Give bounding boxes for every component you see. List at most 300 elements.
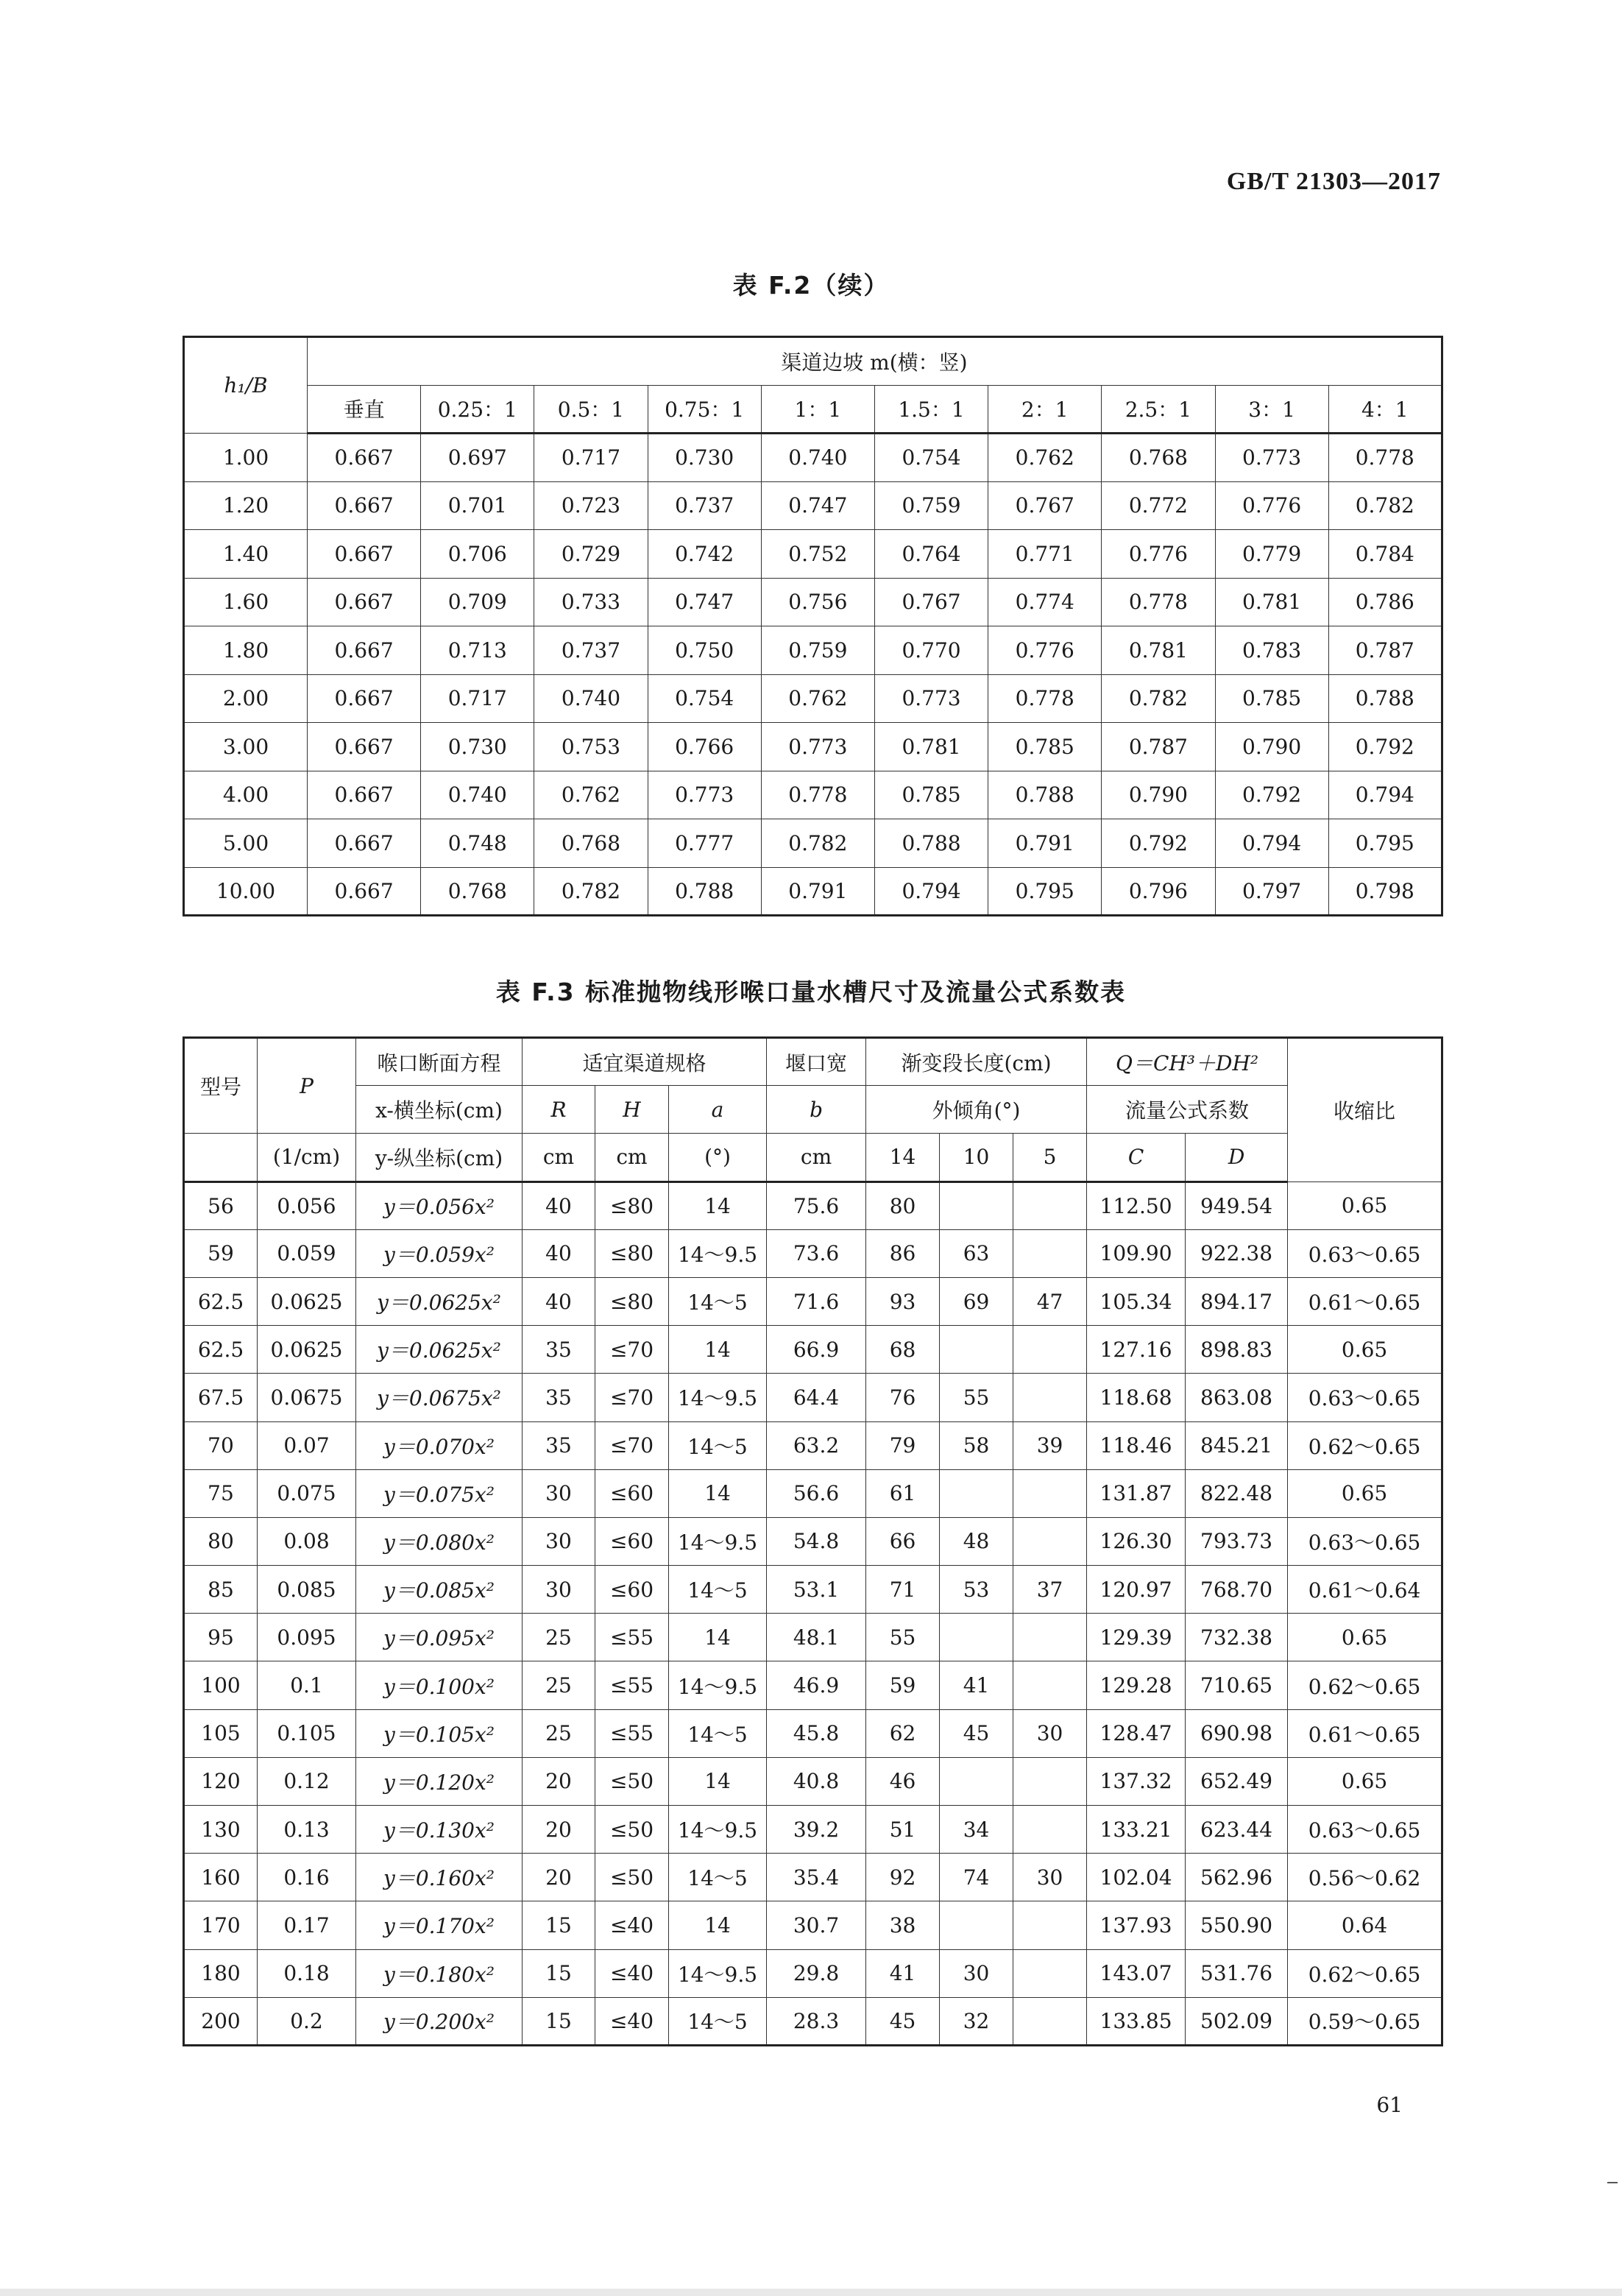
table-cell: 0.65	[1288, 1757, 1442, 1805]
table-cell: 69	[940, 1277, 1013, 1325]
table-row	[184, 1806, 1442, 1854]
c-header: C	[1087, 1134, 1186, 1181]
slope-group-header: 渠道边坡 m(横：竖)	[308, 337, 1442, 386]
table-row	[184, 1421, 1442, 1469]
table-cell: 14～5	[669, 1854, 767, 1901]
table-cell: 0.774	[988, 578, 1102, 626]
table-cell: 66	[866, 1517, 940, 1565]
table-cell: 133.85	[1087, 1997, 1186, 2045]
table-cell: 0.2	[258, 1997, 356, 2045]
table-cell: 54.8	[767, 1517, 866, 1565]
table-cell: 0.085	[258, 1566, 356, 1614]
table-cell: 0.750	[648, 626, 761, 675]
table-cell: 0.709	[421, 578, 534, 626]
model-cell: 80	[184, 1517, 258, 1565]
table-cell: y＝0.100x²	[356, 1661, 523, 1709]
transition-length-header: 渐变段长度(cm)	[866, 1038, 1087, 1086]
table-cell: 0.790	[1215, 723, 1328, 771]
table-cell: 0.759	[761, 626, 874, 675]
table-cell: 0.08	[258, 1517, 356, 1565]
row-label-cell: 2.00	[184, 674, 308, 723]
table-cell: 0.697	[421, 434, 534, 482]
table-cell: 20	[523, 1806, 595, 1854]
table-cell: 0.762	[988, 434, 1102, 482]
table-cell: 0.754	[874, 434, 988, 482]
model-cell: 70	[184, 1421, 258, 1469]
angle-5-header: 5	[1013, 1134, 1087, 1181]
table-cell: ≤70	[595, 1374, 669, 1421]
table-cell	[1013, 1181, 1087, 1229]
table-cell: 126.30	[1087, 1517, 1186, 1565]
p-header: P	[258, 1038, 356, 1134]
table-cell: 0.762	[534, 771, 648, 819]
slope-column-header: 垂直	[308, 385, 421, 434]
table-cell: ≤55	[595, 1661, 669, 1709]
table-cell: 66.9	[767, 1326, 866, 1374]
slope-column-header: 0.25：1	[421, 385, 534, 434]
table-cell: y＝0.105x²	[356, 1709, 523, 1757]
row-label-cell: 1.60	[184, 578, 308, 626]
table-cell: ≤55	[595, 1614, 669, 1661]
table-cell: 0.747	[761, 481, 874, 530]
table-cell: 0.059	[258, 1229, 356, 1277]
table-cell: 0.667	[308, 819, 421, 868]
table-cell: 46.9	[767, 1661, 866, 1709]
table-cell: y＝0.095x²	[356, 1614, 523, 1661]
table-cell	[1013, 1614, 1087, 1661]
table-cell: 0.713	[421, 626, 534, 675]
angle-10-header: 10	[940, 1134, 1013, 1181]
table-f3	[183, 1036, 1443, 2046]
table-cell: 0.776	[1102, 530, 1215, 579]
table-cell: 0.778	[1328, 434, 1442, 482]
table-row	[184, 1901, 1442, 1949]
table-cell: 20	[523, 1757, 595, 1805]
table-cell: 0.740	[534, 674, 648, 723]
slope-column-header: 0.5：1	[534, 385, 648, 434]
table-cell: ≤60	[595, 1566, 669, 1614]
table-cell	[1013, 1374, 1087, 1421]
model-cell: 67.5	[184, 1374, 258, 1421]
equation-y-header: y-纵坐标(cm)	[356, 1134, 523, 1181]
table-cell: 133.21	[1087, 1806, 1186, 1854]
table-cell: 40	[523, 1181, 595, 1229]
table-cell: 118.46	[1087, 1421, 1186, 1469]
table-cell: 768.70	[1186, 1566, 1288, 1614]
table-cell: 41	[940, 1661, 1013, 1709]
slope-column-header: 1：1	[761, 385, 874, 434]
table-cell: ≤40	[595, 1901, 669, 1949]
table-cell: 922.38	[1186, 1229, 1288, 1277]
table-cell: 0.778	[1102, 578, 1215, 626]
table-cell: 0.17	[258, 1901, 356, 1949]
table-cell: 46	[866, 1757, 940, 1805]
table-cell: 710.65	[1186, 1661, 1288, 1709]
table-row	[184, 1181, 1442, 1229]
table-row	[184, 771, 1442, 819]
table-cell: 25	[523, 1709, 595, 1757]
table-cell: 35.4	[767, 1854, 866, 1901]
table-cell: 0.787	[1328, 626, 1442, 675]
table-cell: ≤40	[595, 1997, 669, 2045]
slope-column-header: 1.5：1	[874, 385, 988, 434]
table-cell: y＝0.070x²	[356, 1421, 523, 1469]
table-row	[184, 578, 1442, 626]
table-cell: 0.792	[1102, 819, 1215, 868]
table-cell: 0.740	[421, 771, 534, 819]
table-cell: 0.781	[874, 723, 988, 771]
table-cell: 0.776	[1215, 481, 1328, 530]
table-cell: 0.64	[1288, 1901, 1442, 1949]
table-cell: ≤50	[595, 1757, 669, 1805]
table-cell: 29.8	[767, 1949, 866, 1997]
table-cell: y＝0.080x²	[356, 1517, 523, 1565]
table-cell: 863.08	[1186, 1374, 1288, 1421]
table-cell: y＝0.170x²	[356, 1901, 523, 1949]
table-cell: 30	[523, 1566, 595, 1614]
table-cell: 80	[866, 1181, 940, 1229]
table-cell: y＝0.085x²	[356, 1566, 523, 1614]
table-cell: 63	[940, 1229, 1013, 1277]
table-cell: 14～5	[669, 1997, 767, 2045]
table-cell: 48.1	[767, 1614, 866, 1661]
table-cell: 0.773	[648, 771, 761, 819]
table-cell: 55	[940, 1374, 1013, 1421]
table-cell: 30	[1013, 1709, 1087, 1757]
table-cell: ≤40	[595, 1949, 669, 1997]
table-cell: 0.770	[874, 626, 988, 675]
table-cell: 894.17	[1186, 1277, 1288, 1325]
table-cell: 137.32	[1087, 1757, 1186, 1805]
table-row	[184, 867, 1442, 916]
table-row	[184, 674, 1442, 723]
table-row	[184, 1229, 1442, 1277]
table-cell: 37	[1013, 1566, 1087, 1614]
table-cell: 0.788	[648, 867, 761, 916]
table-cell: 0.771	[988, 530, 1102, 579]
table-cell	[1013, 1661, 1087, 1709]
table-cell: 53	[940, 1566, 1013, 1614]
table-cell: 73.6	[767, 1229, 866, 1277]
edge-mark	[1607, 2182, 1618, 2183]
model-cell: 120	[184, 1757, 258, 1805]
table-cell: 0.095	[258, 1614, 356, 1661]
table-cell: 30	[523, 1517, 595, 1565]
table-cell: y＝0.056x²	[356, 1181, 523, 1229]
table-cell: 623.44	[1186, 1806, 1288, 1854]
table-cell: 14	[669, 1469, 767, 1517]
table-row	[184, 1277, 1442, 1325]
table-cell: 128.47	[1087, 1709, 1186, 1757]
table-cell: 0.62～0.65	[1288, 1421, 1442, 1469]
table-cell: 0.788	[988, 771, 1102, 819]
table-cell: 0.787	[1102, 723, 1215, 771]
table-cell: 793.73	[1186, 1517, 1288, 1565]
table-row	[184, 530, 1442, 579]
table-cell: 0.65	[1288, 1469, 1442, 1517]
table-cell: 0.740	[761, 434, 874, 482]
table-cell: y＝0.059x²	[356, 1229, 523, 1277]
table-cell: ≤60	[595, 1469, 669, 1517]
table-cell: 0.717	[534, 434, 648, 482]
table-cell	[940, 1326, 1013, 1374]
table-row	[184, 1566, 1442, 1614]
table-cell: ≤50	[595, 1854, 669, 1901]
table-cell: 0.667	[308, 434, 421, 482]
table-cell: 0.773	[761, 723, 874, 771]
model-cell: 200	[184, 1997, 258, 2045]
table-cell: 0.790	[1102, 771, 1215, 819]
table-cell: 131.87	[1087, 1469, 1186, 1517]
table-cell: 41	[866, 1949, 940, 1997]
table-cell: 0.61～0.64	[1288, 1566, 1442, 1614]
table-cell: 898.83	[1186, 1326, 1288, 1374]
table-cell: 0.12	[258, 1757, 356, 1805]
row-label-cell: 1.20	[184, 481, 308, 530]
table-cell: 652.49	[1186, 1757, 1288, 1805]
table-cell: 0.792	[1328, 723, 1442, 771]
angle-14-header: 14	[866, 1134, 940, 1181]
table-row	[184, 723, 1442, 771]
table-cell: 25	[523, 1614, 595, 1661]
table-cell: 30.7	[767, 1901, 866, 1949]
table-cell: 40	[523, 1229, 595, 1277]
table-cell: 0.794	[1328, 771, 1442, 819]
table-cell: 0.779	[1215, 530, 1328, 579]
table-cell: 62	[866, 1709, 940, 1757]
table-cell	[1013, 1757, 1087, 1805]
table-row	[184, 1949, 1442, 1997]
table-cell: 845.21	[1186, 1421, 1288, 1469]
table-cell: 137.93	[1087, 1901, 1186, 1949]
row-header-h1-b: h₁/B	[184, 337, 308, 434]
table-cell: y＝0.120x²	[356, 1757, 523, 1805]
table-cell: 0.767	[988, 481, 1102, 530]
table-cell: 732.38	[1186, 1614, 1288, 1661]
table-row	[184, 481, 1442, 530]
table-cell: ≤60	[595, 1517, 669, 1565]
table-cell: 14～9.5	[669, 1949, 767, 1997]
table-cell: 45	[866, 1997, 940, 2045]
table-row	[184, 626, 1442, 675]
table-cell: 32	[940, 1997, 1013, 2045]
table-row	[184, 1757, 1442, 1805]
model-cell: 160	[184, 1854, 258, 1901]
table-cell: 30	[523, 1469, 595, 1517]
table-cell: 102.04	[1087, 1854, 1186, 1901]
table-cell: 0.62～0.65	[1288, 1949, 1442, 1997]
table-cell: 0.701	[421, 481, 534, 530]
table-cell: 0.759	[874, 481, 988, 530]
table-cell: 0.667	[308, 771, 421, 819]
d-header: D	[1186, 1134, 1288, 1181]
table-cell: y＝0.0625x²	[356, 1326, 523, 1374]
model-cell: 59	[184, 1229, 258, 1277]
table-cell: 0.794	[874, 867, 988, 916]
model-cell: 170	[184, 1901, 258, 1949]
table-cell: 690.98	[1186, 1709, 1288, 1757]
table-cell: 0.752	[761, 530, 874, 579]
table-cell: 0.768	[421, 867, 534, 916]
table-cell: 0.667	[308, 530, 421, 579]
table-cell: 0.796	[1102, 867, 1215, 916]
table-cell: 25	[523, 1661, 595, 1709]
table-cell: 0.747	[648, 578, 761, 626]
p-unit-header: (1/cm)	[258, 1134, 356, 1181]
table-cell: 0.795	[988, 867, 1102, 916]
table-cell: 0.65	[1288, 1326, 1442, 1374]
model-header: 型号	[184, 1038, 258, 1134]
table-cell: 14～5	[669, 1277, 767, 1325]
table-cell: 14	[669, 1614, 767, 1661]
contraction-ratio-header: 收缩比	[1288, 1038, 1442, 1182]
table-cell: y＝0.200x²	[356, 1997, 523, 2045]
table-cell: 28.3	[767, 1997, 866, 2045]
table-cell: 75.6	[767, 1181, 866, 1229]
table-cell: 14	[669, 1181, 767, 1229]
table-cell: 68	[866, 1326, 940, 1374]
table-cell: 39.2	[767, 1806, 866, 1854]
table-cell: 0.782	[534, 867, 648, 916]
table-cell: 0.778	[761, 771, 874, 819]
model-cell: 62.5	[184, 1326, 258, 1374]
table-cell: 0.782	[761, 819, 874, 868]
table-cell: 55	[866, 1614, 940, 1661]
table-cell: 56.6	[767, 1469, 866, 1517]
table-cell: y＝0.0625x²	[356, 1277, 523, 1325]
table-cell: 120.97	[1087, 1566, 1186, 1614]
table-cell: ≤80	[595, 1229, 669, 1277]
table-cell: ≤70	[595, 1421, 669, 1469]
table-cell: 74	[940, 1854, 1013, 1901]
table-cell: 0.797	[1215, 867, 1328, 916]
table-cell: 0.795	[1328, 819, 1442, 868]
table-cell: 0.737	[648, 481, 761, 530]
table-cell: 0.61～0.65	[1288, 1709, 1442, 1757]
r-header: R	[523, 1086, 595, 1134]
table-cell: 0.63～0.65	[1288, 1229, 1442, 1277]
a-header: a	[669, 1086, 767, 1134]
table-cell: 0.778	[988, 674, 1102, 723]
table-cell: 0.756	[761, 578, 874, 626]
table-row	[184, 1326, 1442, 1374]
table-cell	[1013, 1806, 1087, 1854]
table-cell: 48	[940, 1517, 1013, 1565]
table-cell: 47	[1013, 1277, 1087, 1325]
table-row	[184, 1517, 1442, 1565]
table-cell: 0.776	[988, 626, 1102, 675]
table-cell: 76	[866, 1374, 940, 1421]
table-cell: 0.781	[1215, 578, 1328, 626]
table-cell: 0.742	[648, 530, 761, 579]
model-cell: 56	[184, 1181, 258, 1229]
table-cell: 0.667	[308, 723, 421, 771]
table-cell	[940, 1469, 1013, 1517]
table-cell: 0.56～0.62	[1288, 1854, 1442, 1901]
table-cell: 51	[866, 1806, 940, 1854]
table-f2	[183, 336, 1443, 916]
table-cell: 949.54	[1186, 1181, 1288, 1229]
table-row	[184, 1469, 1442, 1517]
scan-edge-strip	[0, 2289, 1622, 2296]
model-cell: 100	[184, 1661, 258, 1709]
table-cell: 15	[523, 1949, 595, 1997]
table-cell: 45.8	[767, 1709, 866, 1757]
table-cell: 0.772	[1102, 481, 1215, 530]
table-cell: 127.16	[1087, 1326, 1186, 1374]
slope-column-header: 2.5：1	[1102, 385, 1215, 434]
table-cell: 0.786	[1328, 578, 1442, 626]
table-cell: 0.13	[258, 1806, 356, 1854]
h-unit-header: cm	[595, 1134, 669, 1181]
table-cell: y＝0.130x²	[356, 1806, 523, 1854]
table-cell: 0.16	[258, 1854, 356, 1901]
table-cell: 0.791	[761, 867, 874, 916]
table-cell: 14～5	[669, 1421, 767, 1469]
model-cell: 85	[184, 1566, 258, 1614]
table-cell: 0.105	[258, 1709, 356, 1757]
table-cell: 129.28	[1087, 1661, 1186, 1709]
table-cell: 14～9.5	[669, 1517, 767, 1565]
table-cell: 0.65	[1288, 1181, 1442, 1229]
table-row	[184, 1997, 1442, 2045]
table-cell: 0.729	[534, 530, 648, 579]
model-cell: 75	[184, 1469, 258, 1517]
table-cell: 0.773	[1215, 434, 1328, 482]
table-cell: 14	[669, 1326, 767, 1374]
table-cell: 14～9.5	[669, 1229, 767, 1277]
table-cell: 0.730	[648, 434, 761, 482]
table-cell: 0.792	[1215, 771, 1328, 819]
table-cell	[1013, 1229, 1087, 1277]
page-number: 61	[1376, 2093, 1403, 2117]
model-cell: 180	[184, 1949, 258, 1997]
table-cell: 0.768	[534, 819, 648, 868]
channel-spec-header: 适宜渠道规格	[523, 1038, 767, 1086]
table-cell: 0.730	[421, 723, 534, 771]
table-cell: 0.767	[874, 578, 988, 626]
slope-column-header: 0.75：1	[648, 385, 761, 434]
table-row	[184, 434, 1442, 482]
table-cell: 61	[866, 1469, 940, 1517]
table-cell: 0.0675	[258, 1374, 356, 1421]
a-unit-header: (°)	[669, 1134, 767, 1181]
table-cell: ≤50	[595, 1806, 669, 1854]
table-row	[184, 1709, 1442, 1757]
table-cell: 112.50	[1087, 1181, 1186, 1229]
table-cell	[1013, 1469, 1087, 1517]
table-cell	[940, 1614, 1013, 1661]
equation-header: 喉口断面方程	[356, 1038, 523, 1086]
table-f3-caption: 表 F.3 标准抛物线形喉口量水槽尺寸及流量公式系数表	[495, 978, 1127, 1006]
table-cell: 15	[523, 1997, 595, 2045]
table-cell: y＝0.160x²	[356, 1854, 523, 1901]
table-row	[184, 1374, 1442, 1421]
table-cell: 0.794	[1215, 819, 1328, 868]
row-label-cell: 3.00	[184, 723, 308, 771]
table-f2-caption: 表 F.2（续）	[732, 271, 890, 300]
table-cell: 40.8	[767, 1757, 866, 1805]
flow-formula-header: Q＝CH³＋DH²	[1087, 1038, 1288, 1086]
table-row	[184, 819, 1442, 868]
table-cell: 35	[523, 1374, 595, 1421]
table-cell: 0.667	[308, 578, 421, 626]
table-cell	[940, 1901, 1013, 1949]
standard-code: GB/T 21303—2017	[1226, 168, 1441, 195]
table-cell: 0.764	[874, 530, 988, 579]
angle-header: 外倾角(°)	[866, 1086, 1087, 1134]
model-cell: 105	[184, 1709, 258, 1757]
